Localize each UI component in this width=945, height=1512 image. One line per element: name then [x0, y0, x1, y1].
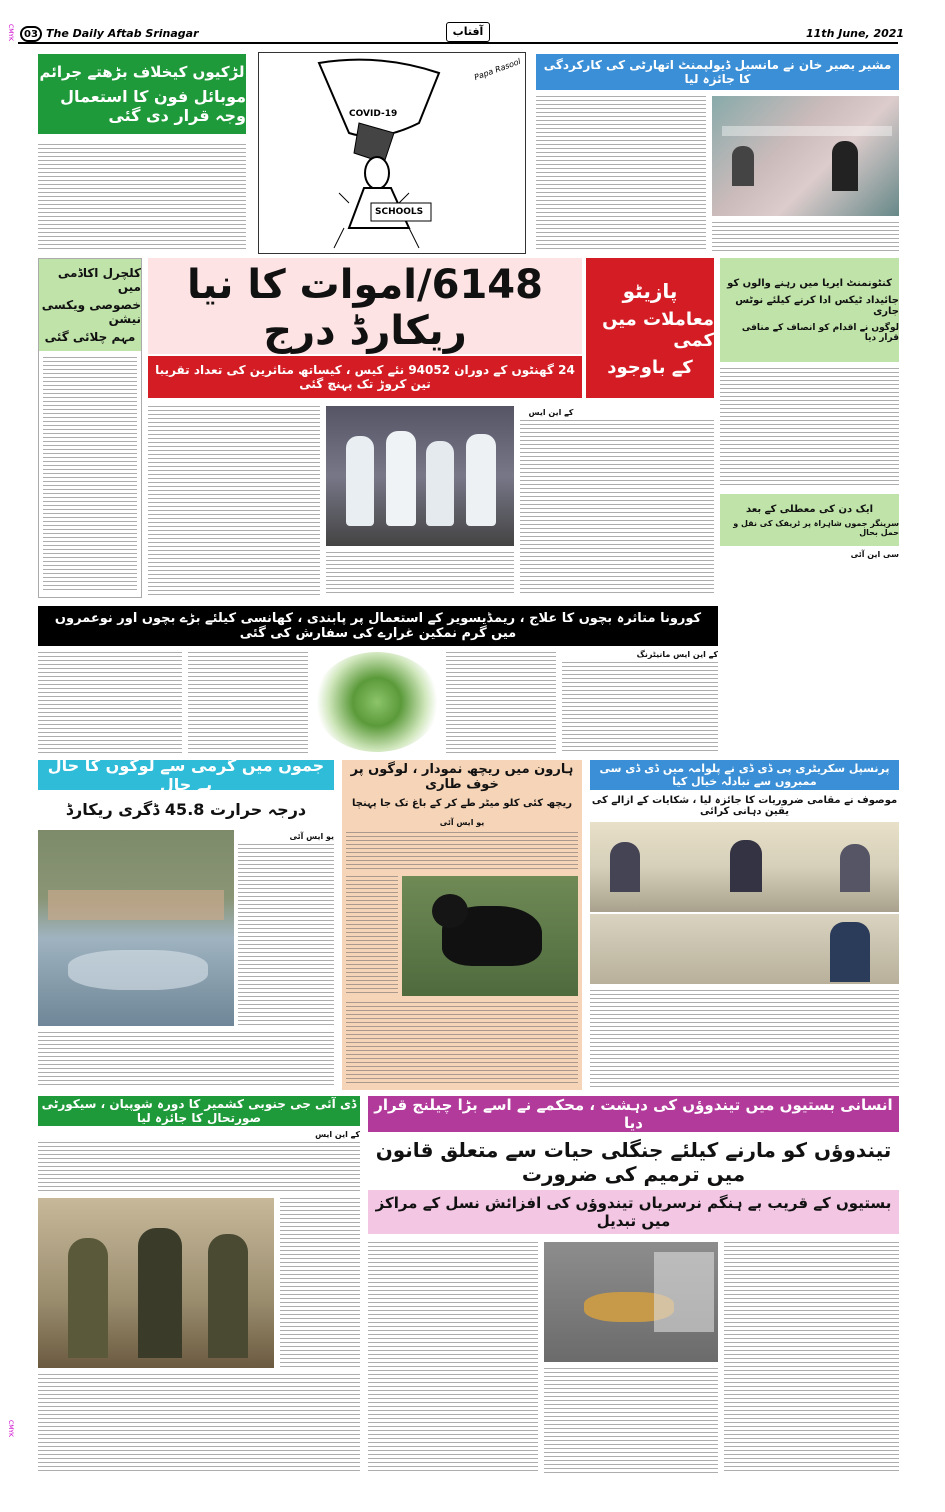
lead-body-col-1 — [148, 406, 320, 596]
lead-photo-ppe-workers — [326, 406, 514, 546]
girls-crime-story — [38, 54, 246, 252]
cultural-vaccination-story — [38, 258, 142, 598]
bear-headline-1: ہارون میں ریچھ نمودار ، لوگوں پر خوف طاری — [350, 762, 574, 792]
lead-kicker-1: پازیٹو — [622, 278, 678, 303]
jammu-heat-body-side — [238, 844, 334, 1026]
dig-credit: کے این ایس — [315, 1130, 360, 1139]
cmyk-mark-bottom: CMYK — [7, 1420, 14, 1437]
leopard-body-col-2 — [544, 1368, 718, 1474]
jammu-heat-subhead: درجہ حرارت 45.8 ڈگری ریکارڈ — [65, 799, 307, 819]
cultural-headline-3: مہم چلائی گئی — [44, 330, 136, 344]
edition-date: 11th June, 2021 — [806, 27, 905, 40]
cantonment-headline-2: جائیداد ٹیکس ادا کرنے کیلئے نوٹس جاری — [735, 294, 899, 317]
girls-story-body — [38, 144, 246, 249]
leopard-subhead: بستیوں کے قریب بے ہنگم نرسریاں تیندوؤں کی افزائش نسل کے مراکز میں تبدیل — [368, 1190, 899, 1234]
jammu-heat-body-bottom — [38, 1032, 334, 1088]
covid-kids-body-col-3 — [446, 652, 556, 754]
principal-secretary-story — [590, 760, 899, 1090]
cartoon-drawing — [259, 53, 525, 253]
lead-credit: کے این ایس — [528, 408, 574, 417]
lead-covid-deaths-story — [148, 258, 714, 598]
leopard-body-col-3 — [724, 1242, 899, 1474]
masthead-rule — [18, 42, 898, 44]
girls-story-headline-1: لڑکیوں کیخلاف بڑھتے جرائم — [39, 63, 245, 81]
leopard-menace-story — [368, 1096, 899, 1476]
dig-officers-photo — [38, 1198, 274, 1368]
bear-credit: یو ایس آئی — [439, 818, 485, 827]
cantonment-headline-box — [720, 258, 899, 362]
cartoon-virus-label: COVID-19 — [349, 109, 398, 119]
covid-kids-headline: کورونا متاثرہ بچوں کا علاج ، ریمڈیسویر کے استعمال پر پابندی ، کھانسی کیلئے بڑے بچوں اور نوعمروں میں گرم نمکین غرارے کی سفارش کی گئی — [38, 606, 718, 646]
principal-secretary-headline-2: موصوف نے مقامی ضروریات کا جائزہ لیا ، شکایات کے ازالے کی یقین دہانی کرائی — [591, 795, 898, 817]
principal-secretary-headline-1: پرنسپل سکریٹری پی ڈی ڈی نے پلوامہ میں ڈی ڈی سی ممبروں سے تبادلہ خیال کیا — [590, 760, 899, 790]
bear-body-side — [346, 876, 398, 996]
covid-kids-body-col-4 — [562, 662, 718, 754]
dig-body-side — [280, 1198, 360, 1368]
commissioner-story — [536, 54, 899, 254]
cantonment-tax-story — [720, 258, 899, 598]
covid-kids-body-col-2 — [188, 652, 308, 754]
girls-story-headline-box — [38, 54, 246, 134]
principal-secretary-meeting-photo-1 — [590, 822, 899, 912]
cartoon-schools-sign: SCHOOLS — [375, 207, 424, 217]
bear-headline-2: ریچھ کئی کلو میٹر طے کر کے باغ تک جا پہنچا — [351, 797, 573, 809]
jammu-river-bathers-photo — [38, 830, 234, 1026]
covid-schools-cartoon — [258, 52, 526, 254]
page-number-badge: 03 — [20, 26, 42, 42]
principal-secretary-meeting-photo-2 — [590, 914, 899, 984]
commissioner-headline: مشیر بصیر خان نے مانسبل ڈیولپمنٹ اتھارٹی کی کارکردگی کا جائزہ لیا — [536, 54, 899, 90]
lead-body-col-3 — [520, 420, 714, 596]
lead-subhead: 24 گھنٹوں کے دوران 94052 نئے کیس ، کیساتھ متاثرین کی تعداد تقریبا تین کروڑ تک پہنچ گئی — [148, 356, 582, 398]
commissioner-body-left — [536, 96, 706, 251]
dig-shopian-visit-story — [38, 1096, 360, 1476]
cultural-headline-box — [39, 259, 141, 351]
traffic-credit: سی این آئی — [850, 550, 899, 559]
commissioner-body-right — [712, 222, 899, 252]
cantonment-headline-3: لوگوں نے اقدام کو انصاف کے منافی قرار دیا — [741, 322, 899, 343]
jammu-heat-story — [38, 756, 334, 1090]
masthead-bar — [0, 0, 945, 44]
cultural-headline-2: خصوصی ویکسی نیشن — [41, 298, 141, 326]
lead-kicker-box — [586, 258, 714, 398]
jammu-heat-credit: یو ایس آئی — [289, 832, 334, 841]
lead-kicker-3: کے باوجود — [607, 356, 693, 378]
cultural-body — [43, 357, 137, 593]
commissioner-meeting-photo — [712, 96, 899, 216]
covid-virus-illustration — [314, 652, 440, 752]
black-bear-photo — [402, 876, 578, 996]
bear-body-top — [346, 832, 578, 872]
leopard-banner: انسانی بستیوں میں تیندوؤں کی دہشت ، محکمے نے اسے بڑا چیلنج قرار دیا — [368, 1096, 899, 1132]
cantonment-body — [720, 368, 899, 488]
traffic-headline-1: ایک دن کی معطلی کے بعد — [745, 503, 874, 515]
principal-secretary-body — [590, 990, 899, 1088]
cantonment-headline-1: کنٹونمنٹ ایریا میں رہنے والوں کو — [727, 277, 892, 289]
leopard-body-col-1 — [368, 1242, 538, 1474]
traffic-headline-2: سرینگر جموں شاہراہ پر ٹریفک کی نقل و حمل بحال — [733, 518, 899, 537]
covid-kids-credit: کے این ایس مانیٹرنگ — [636, 650, 718, 659]
lead-kicker-2: معاملات میں کمی — [602, 308, 714, 351]
leopard-headline: تیندوؤں کو مارنے کیلئے جنگلی حیات سے متعلق قانون میں ترمیم کی ضرورت — [375, 1138, 892, 1186]
cartoon-artist-signature: Papa Rasool — [472, 56, 522, 83]
bear-body-bottom — [346, 1002, 578, 1086]
lead-body-photo-caption — [326, 552, 514, 596]
dig-body-top — [38, 1142, 360, 1192]
jammu-heat-headline: جموں میں گرمی سے لوگوں کا حال بے حال — [38, 760, 334, 790]
girls-story-headline-2: موبائل فون کا استعمال وجہ قرار دی گئی — [60, 87, 246, 125]
masthead-logo: آفتاب — [446, 22, 490, 42]
cultural-headline-1: کلچرل اکاڈمی میں — [57, 266, 141, 294]
leopard-street-photo — [544, 1242, 718, 1362]
dig-body-bottom — [38, 1374, 360, 1474]
traffic-headline-box — [720, 494, 899, 546]
cmyk-mark-top: CMYK — [7, 24, 14, 41]
covid-kids-body-col-1 — [38, 652, 182, 754]
covid-kids-story-body — [38, 648, 718, 756]
lead-headline: 6148/اموات کا نیا ریکارڈ درج — [187, 262, 543, 354]
paper-name: The Daily Aftab Srinagar — [46, 27, 199, 40]
bear-sighting-story — [342, 760, 582, 1090]
dig-headline: ڈی آئی جی جنوبی کشمیر کا دورہ شوپیان ، سیکورٹی صورتحال کا جائزہ لیا — [38, 1096, 360, 1126]
